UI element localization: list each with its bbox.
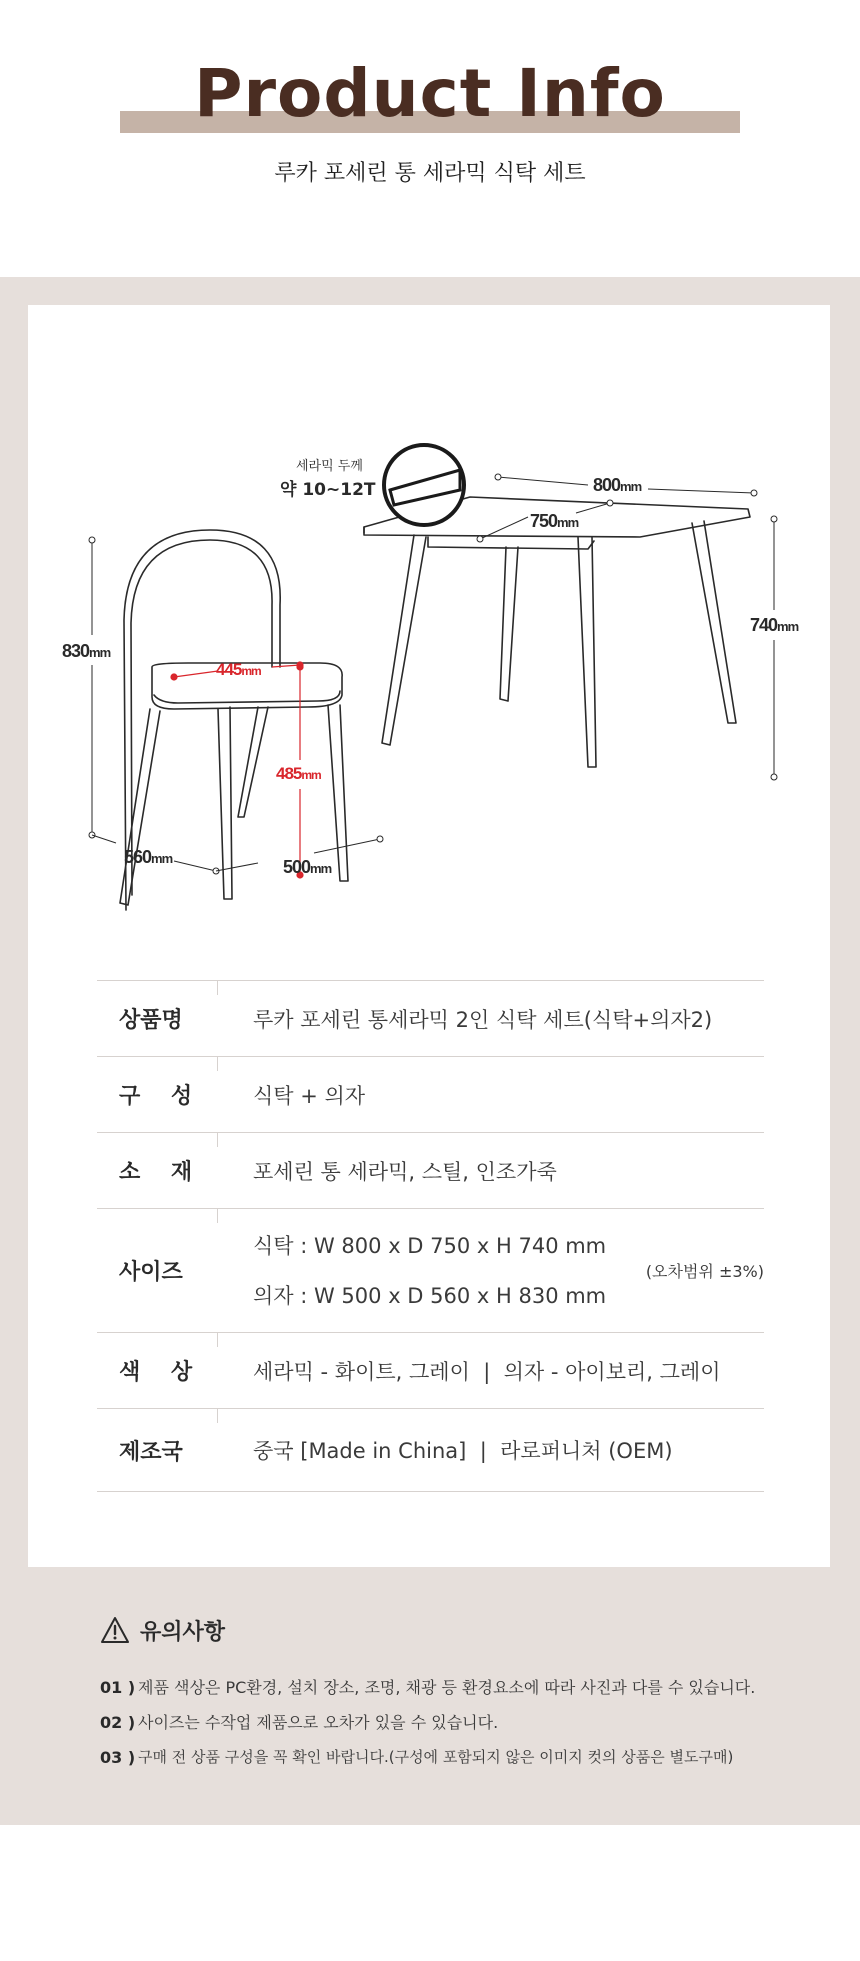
dimension-drawing — [28, 305, 830, 965]
caution-header — [100, 1610, 800, 1650]
chair-width-label: 500mm — [283, 857, 332, 877]
tolerance-note: (오차범위 ±3%) — [645, 1262, 764, 1281]
caution-item — [100, 1740, 800, 1775]
spec-value: 포세린 통 세라믹, 스틸, 인조가죽 — [253, 1159, 557, 1184]
warning-icon — [100, 1616, 130, 1644]
spec-row-origin — [97, 1408, 764, 1492]
caution-number: 01 ) — [100, 1678, 136, 1697]
caution-item — [100, 1705, 800, 1740]
table-leg — [382, 535, 426, 745]
caution-number: 02 ) — [100, 1713, 136, 1732]
spec-row-material — [97, 1132, 764, 1208]
spec-value-table-size: 식탁 : W 800 x D 750 x H 740 mm — [253, 1233, 607, 1258]
ceramic-thickness: 약 10~12T — [280, 480, 376, 500]
table-leg — [578, 537, 596, 767]
spec-value: 식탁 + 의자 — [253, 1083, 366, 1108]
spec-label: 색 상 — [119, 1360, 193, 1385]
chair-leg — [328, 705, 348, 881]
spec-label: 제조국 — [119, 1439, 183, 1465]
spec-row-size — [97, 1208, 764, 1332]
caution-text: 구매 전 상품 구성을 꼭 확인 바랍니다.(구성에 포함되지 않은 이미지 컷의 상품은 별도구매) — [138, 1748, 734, 1766]
chair-depth-label: 560mm — [124, 847, 173, 867]
spec-label: 사이즈 — [119, 1260, 183, 1285]
caution-text: 제품 색상은 PC환경, 설치 장소, 조명, 채광 등 환경요소에 따라 사진과 다를 수 있습니다. — [138, 1678, 756, 1697]
spec-label: 소 재 — [119, 1160, 193, 1185]
chair-leg — [238, 707, 268, 817]
spec-value: 중국 [Made in China] | 라로퍼니처 (OEM) — [253, 1439, 673, 1463]
table-depth-label: 750mm — [530, 511, 579, 531]
caution-list — [100, 1670, 800, 1775]
ceramic-label: 세라믹 두께 — [296, 459, 363, 474]
spec-row-composition — [97, 1056, 764, 1132]
header — [0, 0, 860, 277]
spec-label: 상품명 — [119, 1008, 183, 1033]
table-leg — [500, 547, 518, 701]
table-width-label: 800mm — [593, 475, 642, 495]
spec-label: 구 성 — [119, 1084, 193, 1109]
caution-section — [100, 1610, 800, 1775]
table-leg — [692, 521, 736, 723]
caution-number: 03 ) — [100, 1748, 136, 1767]
ceramic-zoom — [384, 445, 464, 525]
caution-title: 유의사항 — [140, 1619, 226, 1645]
table-height-label: 740mm — [750, 615, 799, 635]
seat-height-label: 485mm — [276, 764, 321, 783]
chair-backrest-inner — [131, 540, 272, 895]
page-title: Product Info — [194, 55, 666, 132]
spec-table — [97, 980, 764, 1492]
caution-text: 사이즈는 수작업 제품으로 오차가 있을 수 있습니다. — [138, 1713, 499, 1732]
spec-row-color — [97, 1332, 764, 1408]
spec-value-chair-size: 의자 : W 500 x D 560 x H 830 mm — [253, 1283, 607, 1308]
spec-value: 루카 포세린 통세라믹 2인 식탁 세트(식탁+의자2) — [253, 1007, 713, 1032]
spec-value: 세라믹 - 화이트, 그레이 | 의자 - 아이보리, 그레이 — [253, 1359, 721, 1384]
seat-width-label: 445mm — [216, 660, 261, 679]
spec-row-product-name — [97, 980, 764, 1056]
caution-item — [100, 1670, 800, 1705]
product-subtitle: 루카 포세린 통 세라믹 식탁 세트 — [274, 161, 586, 186]
chair-height-label: 830mm — [62, 641, 111, 661]
